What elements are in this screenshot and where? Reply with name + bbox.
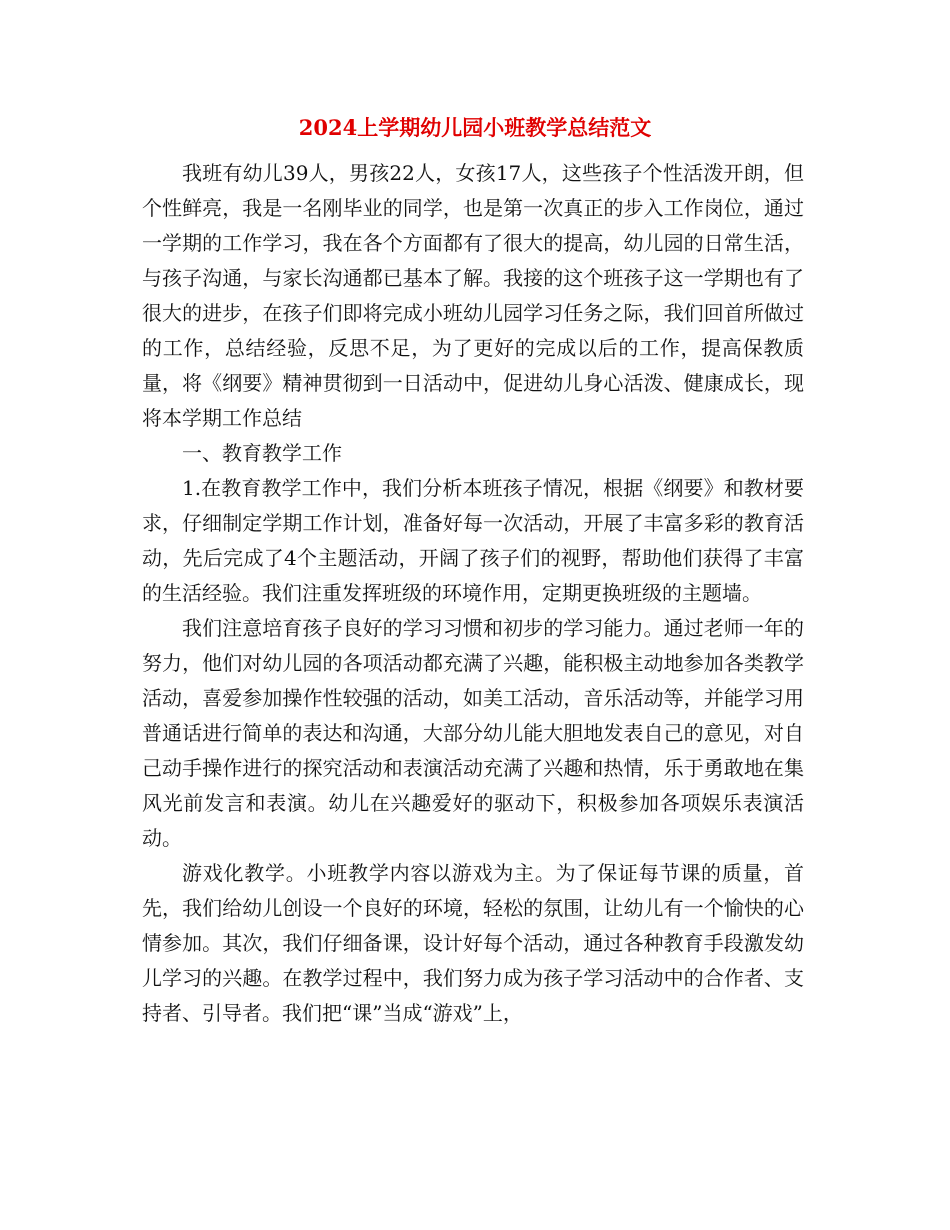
paragraph-intro: 我班有幼儿39人，男孩22人，女孩17人，这些孩子个性活泼开朗，但个性鲜亮，我是一名刚毕业的同学，也是第一次真正的步入工作岗位，通过一学期的工作学习，我在各个方面都有了很大的提高，幼儿园的日常生活，与孩子沟通，与家长沟通都已基本了解。我接的这个班孩子这一学期也有了很大的进步，在孩子们即将完成小班幼儿园学习任务之际，我们回首所做过的工作，总结经验，反思不足，为了更好的完成以后的工作，提高保教质量，将《纲要》精神贯彻到一日活动中，促进幼儿身心活泼、健康成长，现将本学期工作总结 bbox=[142, 161, 804, 430]
section-heading-teaching: 一、教育教学工作 bbox=[182, 441, 342, 465]
paragraph-learning-habits: 我们注意培育孩子良好的学习习惯和初步的学习能力。通过老师一年的努力，他们对幼儿园的各项活动都充满了兴趣，能积极主动地参加各类教学活动，喜爱参加操作性较强的活动，如美工活动，音乐活动等，并能学习用普通话进行简单的表达和沟通，大部分幼儿能大胆地发表自己的意见，对自己动手操作进行的探究活动和表演活动充满了兴趣和热情，乐于勇敢地在集风光前发言和表演。幼儿在兴趣爱好的驱动下，积极参加各项娱乐表演活动。 bbox=[142, 616, 804, 850]
document-body bbox=[142, 156, 804, 1031]
document-title: 2024上学期幼儿园小班教学总结范文 bbox=[298, 115, 652, 140]
paragraph-game-teaching: 游戏化教学。小班教学内容以游戏为主。为了保证每节课的质量，首先，我们给幼儿创设一个良好的环境，轻松的氛围，让幼儿有一个愉快的心情参加。其次，我们仔细备课，设计好每个活动，通过各种教育手段激发幼儿学习的兴趣。在教学过程中，我们努力成为孩子学习活动中的合作者、支持者、引导者。我们把“课”当成“游戏”上， bbox=[142, 861, 804, 1025]
paragraph-teaching-plan: 1.在教育教学工作中，我们分析本班孩子情况，根据《纲要》和教材要求，仔细制定学期工作计划，准备好每一次活动，开展了丰富多彩的教育活动，先后完成了4个主题活动，开阔了孩子们的视野，帮助他们获得了丰富的生活经验。我们注重发挥班级的环境作用，定期更换班级的主题墙。 bbox=[142, 476, 804, 605]
